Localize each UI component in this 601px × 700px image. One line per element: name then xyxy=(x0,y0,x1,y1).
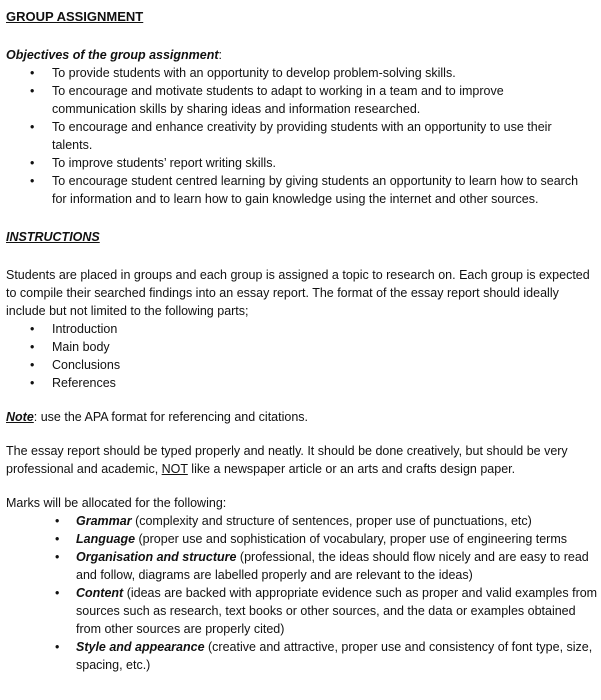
note-text: : use the APA format for referencing and citations. xyxy=(33,410,309,424)
marks-item-term: Organisation and structure xyxy=(76,550,237,564)
objective-item: • To provide students with an opportunity to develop problem-solving skills. xyxy=(6,64,598,82)
objective-item: • To improve students’ report writing skills. xyxy=(6,154,598,172)
marks-item xyxy=(6,584,598,638)
instructions-heading: INSTRUCTIONS xyxy=(6,230,100,244)
report-parts-list xyxy=(6,320,598,392)
marks-item-term: Language xyxy=(76,532,136,546)
marks-item xyxy=(6,512,598,530)
document-title: GROUP ASSIGNMENT xyxy=(6,9,144,24)
marks-item-term: Grammar xyxy=(76,514,132,528)
instructions-intro: Students are placed in groups and each group is assigned a topic to research on. Each group is expected to compile their searched findings into an essay report. The format of the essay report should ideally include but not limited to the following parts; xyxy=(6,268,590,318)
report-part-item: • Main body xyxy=(6,338,598,356)
objectives-heading-text: Objectives of the group assignment xyxy=(6,48,219,62)
objectives-heading-colon: : xyxy=(218,48,223,62)
marks-item-desc: (complexity and structure of sentences, proper use of punctuations, etc) xyxy=(131,514,532,528)
note-paragraph xyxy=(6,408,598,426)
typing-text-after: like a newspaper article or an arts and crafts design paper. xyxy=(187,462,516,476)
marks-item xyxy=(6,638,598,674)
document-page xyxy=(6,8,598,674)
marks-item xyxy=(6,548,598,584)
marks-list xyxy=(6,512,598,674)
typing-text-before: The essay report should be typed properly and neatly. It should be done creatively, but should be very professional and academic, xyxy=(6,444,568,476)
marks-item-desc: (professional, the ideas should flow nicely and are easy to read and follow, diagrams are labelled properly and are relevant to the ideas) xyxy=(76,550,589,582)
marks-item-desc: (creative and attractive, proper use and consistency of font type, size, spacing, etc.) xyxy=(76,640,593,672)
marks-item-desc: (proper use and sophistication of vocabulary, proper use of engineering terms xyxy=(135,532,568,546)
marks-intro: Marks will be allocated for the following: xyxy=(6,496,227,510)
report-part-item: • References xyxy=(6,374,598,392)
marks-item xyxy=(6,530,598,548)
objectives-heading xyxy=(6,46,598,64)
objectives-list xyxy=(6,64,598,208)
typing-emphasis: NOT xyxy=(161,462,188,476)
typing-paragraph xyxy=(6,442,598,478)
note-label: Note xyxy=(6,410,34,424)
marks-item-desc: (ideas are backed with appropriate evidence such as proper and valid examples from sources such as research, text books or other sources, and the data or examples obtained from other sources are properly cited) xyxy=(76,586,598,636)
objective-item: • To encourage student centred learning by giving students an opportunity to learn how to search for information and to learn how to gain knowledge using the internet and other sources. xyxy=(6,172,598,208)
report-part-item: • Introduction xyxy=(6,320,598,338)
marks-item-term: Content xyxy=(76,586,124,600)
marks-item-term: Style and appearance xyxy=(76,640,205,654)
objective-item: • To encourage and motivate students to adapt to working in a team and to improve communication skills by sharing ideas and information researched. xyxy=(6,82,598,118)
objective-item: • To encourage and enhance creativity by providing students with an opportunity to use their talents. xyxy=(6,118,598,154)
report-part-item: • Conclusions xyxy=(6,356,598,374)
